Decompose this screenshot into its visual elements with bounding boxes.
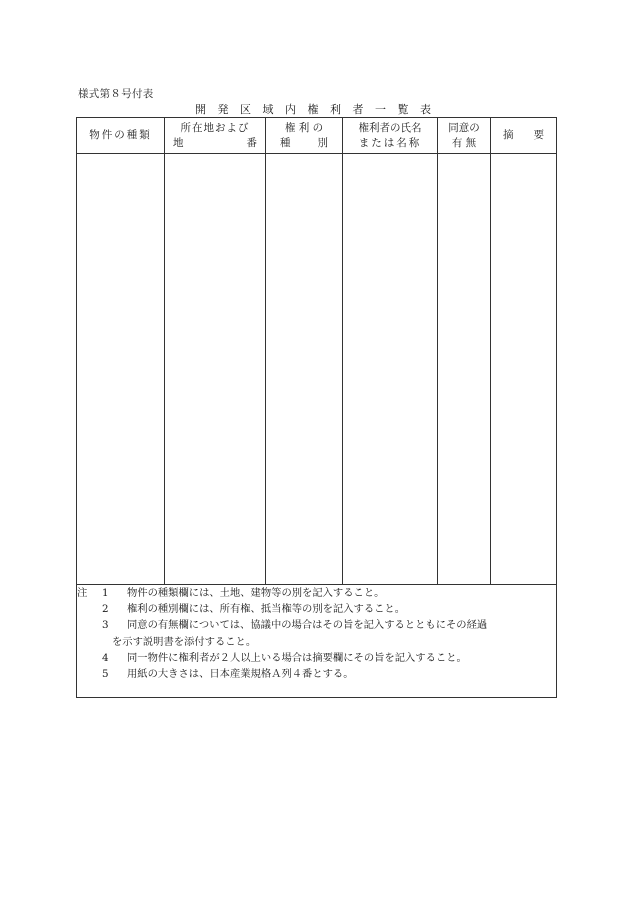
header-location-lot — [165, 118, 266, 154]
header-right-type-line2a: 種 — [280, 136, 291, 149]
note-item-continuation: を示す説明書を添付すること。 — [112, 635, 257, 648]
note-item: 注 1 物件の種類欄には、土地、建物等の別を記入すること。 — [77, 585, 556, 601]
notes-label: 注 — [77, 587, 88, 599]
header-consent-line2: 有 無 — [451, 136, 477, 149]
note-item: 2 権利の種別欄には、所有権、抵当権等の別を記入すること。 — [102, 603, 406, 616]
entry-property-type[interactable] — [77, 154, 165, 585]
rights-holder-table — [76, 117, 557, 698]
note-item: 3 同意の有無欄については、協議中の場合はその旨を記入するとともにその経過 — [102, 619, 488, 632]
header-consent — [438, 118, 491, 154]
header-remarks-b: 要 — [533, 129, 544, 141]
form-title: 開 発 区 域 内 権 利 者 一 覧 表 — [195, 103, 435, 116]
header-remarks-a: 摘 — [503, 129, 514, 141]
entry-area-row — [77, 154, 557, 585]
header-location-line1: 所在地および — [180, 121, 250, 134]
header-holder-name-line1: 権利者の氏名 — [358, 121, 422, 134]
header-holder-name — [343, 118, 438, 154]
header-row — [77, 118, 557, 154]
header-right-type-line2b: 別 — [317, 136, 328, 149]
header-location-line2b: 番 — [246, 136, 257, 149]
entry-consent[interactable] — [438, 154, 491, 585]
header-location-line2a: 地 — [173, 136, 184, 149]
note-item: 5 用紙の大きさは、日本産業規格Ａ列４番とする。 — [102, 668, 354, 681]
form-number-label: 様式第８号付表 — [78, 88, 154, 100]
entry-holder-name[interactable] — [343, 154, 438, 585]
entry-right-type[interactable] — [266, 154, 343, 585]
header-property-type-label: 物件の種類 — [89, 129, 152, 141]
notes-row — [77, 585, 557, 698]
header-holder-name-line2: または名称 — [358, 136, 422, 149]
header-consent-line1: 同意の — [448, 121, 480, 134]
header-property-type — [77, 118, 165, 154]
header-remarks — [491, 118, 557, 154]
header-right-type — [266, 118, 343, 154]
entry-location-lot[interactable] — [165, 154, 266, 585]
header-right-type-line1: 権 利 の — [284, 121, 324, 134]
notes-section — [77, 585, 557, 698]
entry-remarks[interactable] — [491, 154, 557, 585]
note-item: 4 同一物件に権利者が２人以上いる場合は摘要欄にその旨を記入すること。 — [102, 651, 467, 664]
